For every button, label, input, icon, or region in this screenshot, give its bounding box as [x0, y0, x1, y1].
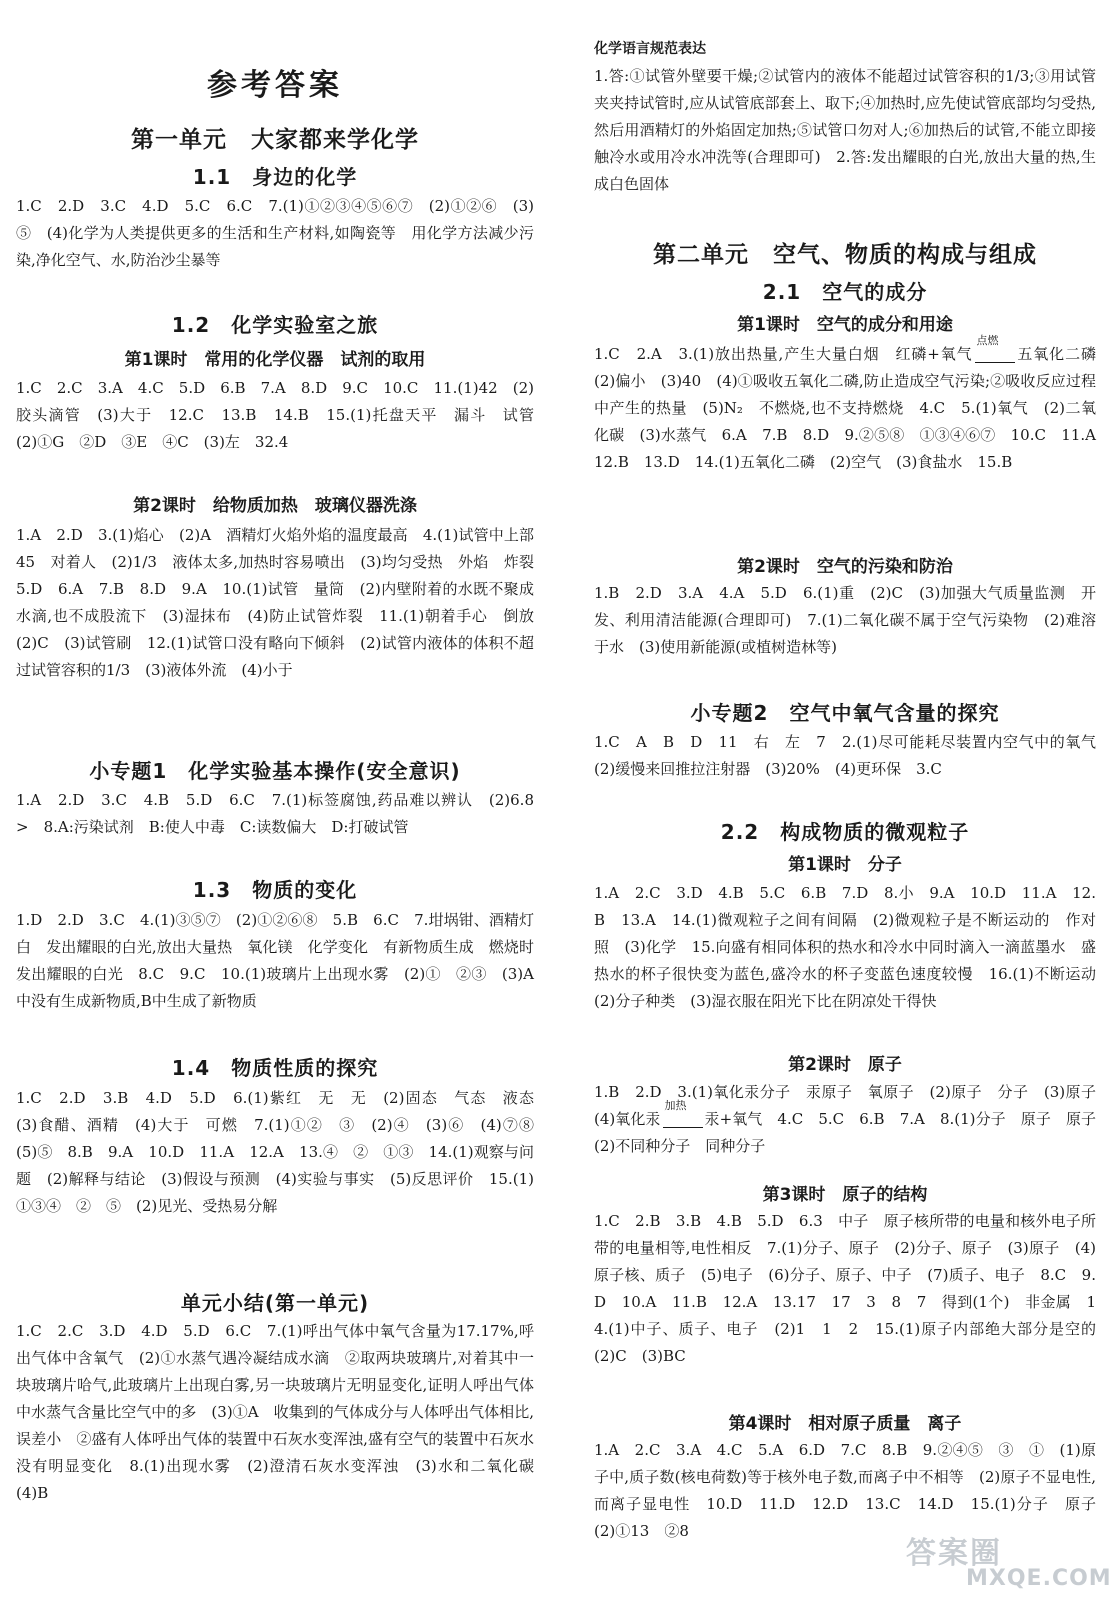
- watermark-line-1: 答案圈: [906, 1536, 1002, 1571]
- lesson-2-2-2-answers-part1: 1.B 2.D 3.(1)氧化汞分子 汞原子 氧原子 (2)原子 分子 (3)原子 (4)氧化汞: [594, 1083, 1112, 1128]
- page-title: 参考答案: [207, 68, 343, 103]
- lesson-2-2-1-heading: 第1课时 分子: [788, 855, 902, 875]
- section-1-3-answers: 1.D 2.D 3.C 4.(1)③⑤⑦ (2)①②⑥⑧ 5.B 6.C 7.坩埚钳、酒精灯 白 发出耀眼的白光,放出大量热 氧化镁 化学变化 有新物质生成 燃烧时发出耀眼的白光 8.C 9.C 10.(1)玻璃片上出现水雾 (2)① ②③ (3)A中没有生成新物质,B中生成了新物质: [16, 911, 550, 1010]
- section-1-2-heading: 1.2 化学实验室之旅: [171, 313, 379, 337]
- unit-1-summary-heading: 单元小结(第一单元): [180, 1291, 370, 1315]
- chemical-language-answers: 1.答:①试管外壁要干燥;②试管内的液体不能超过试管容积的1/3;③用试管夹夹持试管时,应从试管底部套上、取下;④加热时,应先使试管底部均匀受热,然后用酒精灯的外焰固定加热;⑤试管口勿对人;⑥加热后的试管,不能立即接触冷水或用冷水冲洗等(合理即可) 2.答:发出耀眼的白光,放出大量的热,生成白色固体: [594, 67, 1096, 193]
- topic-1-answers: 1.A 2.D 3.C 4.B 5.D 6.C 7.(1)标签腐蚀,药品难以辨认 (2)6.8 > 8.A:污染试剂 B:使人中毒 C:读数偏大 D:打破试管: [16, 791, 550, 836]
- section-1-4-answers: 1.C 2.D 3.B 4.D 5.D 6.(1)紫红 无 无 (2)固态 气态 液态 (3)食醋、酒精 (4)大于 可燃 7.(1)①② ③ (2)④ (3)⑥ (4)⑦⑧ (5)⑤ 8.B 9.A 10.D 11.A 12.A 13.④ ② ①③ 14.(1)观察与问题 (2)解释与结论 (3)假设与预测 (4)实验与事实 (5)反思评价 15.(1)①③④ ② ⑤ (2)见光、受热易分解: [16, 1089, 550, 1215]
- lesson-2-1-1-answers-part1: 1.C 2.A 3.(1)放出热量,产生大量白烟 红磷+氧气: [594, 345, 973, 363]
- lesson-1-2-2-answers: 1.A 2.D 3.(1)焰心 (2)A 酒精灯火焰外焰的温度最高 4.(1)试管中上部 45 对着人 (2)1/3 液体太多,加热时容易喷出 (3)均匀受热 外焰 炸裂 5.D 6.A 7.B 8.D 9.A 10.(1)试管 量筒 (2)内壁附着的水既不聚成水滴,也不成股流下 (3)湿抹布 (4)防止试管炸裂 11.(1)朝着手心 倒放 (2)C (3)试管刷 12.(1)试管口没有略向下倾斜 (2)试管内液体的体积不超过试管容积的1/3 (3)液体外流 (4)小于: [16, 526, 550, 679]
- lesson-2-1-1-answers: [594, 333, 1112, 476]
- unit-1-heading: 第一单元 大家都来学化学: [131, 127, 419, 153]
- section-1-1-heading: 1.1 身边的化学: [192, 165, 358, 189]
- section-1-4-heading: 1.4 物质性质的探究: [171, 1056, 379, 1080]
- topic-1-heading: 小专题1 化学实验基本操作(安全意识): [89, 759, 461, 783]
- chemical-language-label: 化学语言规范表达: [594, 41, 706, 57]
- section-1-1-answers: 1.C 2.D 3.C 4.D 5.C 6.C 7.(1)①②③④⑤⑥⑦ (2)①②⑥ (3)⑤ (4)化学为人类提供更多的生活和生产材料,如陶瓷等 用化学方法减少污染,净化空气、水,防治沙尘暴等: [16, 197, 534, 269]
- reaction-arrow: [663, 1098, 703, 1128]
- lesson-2-2-2-answers: [594, 1079, 1112, 1160]
- section-2-2-heading: 2.2 构成物质的微观粒子: [720, 820, 970, 844]
- reaction-arrow: [975, 333, 1015, 363]
- lesson-1-2-1-heading: 第1课时 常用的化学仪器 试剂的取用: [124, 350, 426, 370]
- lesson-2-2-3-answers: 1.C 2.B 3.B 4.B 5.D 6.3 中子 原子核所带的电量和核外电子所带的电量相等,电性相反 7.(1)分子、原子 (2)分子、原子 (3)原子 (4)原子核、质子 (5)电子 (6)分子、原子、中子 (7)质子、电子 8.C 9.D 10.A 11.B 12.A 13.17 17 3 8 7 得到(1个) 非金属 14.(1)中子、质子、电子 (2)1 1 2 15.(1)原子内部绝大部分是空的 (2)C (3)BC: [594, 1212, 1112, 1365]
- unit-1-summary-answers: 1.C 2.C 3.D 4.D 5.D 6.C 7.(1)呼出气体中氧气含量为17.17%,呼出气体中含氧气 (2)①水蒸气遇冷凝结成水滴 ②取两块玻璃片,对着其中一块玻璃片哈气,此玻璃片上出现白雾,另一块玻璃片无明显变化,证明人呼出气体中水蒸气含量比空气中的多 (3)①A 收集到的气体成分与人体呼出气体相比,误差小 ②盛有人体呼出气体的装置中石灰水变浑浊,盛有空气的装置中石灰水没有明显变化 8.(1)出现水雾 (2)澄清石灰水变浑浊 (3)水和二氧化碳 (4)B: [16, 1322, 550, 1502]
- lesson-1-2-2-heading: 第2课时 给物质加热 玻璃仪器洗涤: [133, 496, 417, 516]
- unit-2-heading: 第二单元 空气、物质的构成与组成: [653, 242, 1037, 268]
- reaction-condition: 加热: [664, 1098, 687, 1112]
- lesson-1-2-1-answers: 1.C 2.C 3.A 4.C 5.D 6.B 7.A 8.D 9.C 10.C 11.(1)42 (2)胶头滴管 (3)大于 12.C 13.B 14.B 15.(1)托盘天平 漏斗 试管 (2)①G ②D ③E ④C (3)左 32.4: [16, 379, 550, 451]
- lesson-2-2-2-answers-part2: 汞+氧气 4.C 5.C 6.B 7.A 8.(1)分子 原子 原子 (2)不同种分子 同种分子: [594, 1110, 1112, 1155]
- watermark-line-2: MXQE.COM: [966, 1566, 1112, 1591]
- lesson-2-1-1-heading: 第1课时 空气的成分和用途: [737, 315, 953, 335]
- section-2-1-heading: 2.1 空气的成分: [762, 280, 928, 304]
- section-1-3-heading: 1.3 物质的变化: [192, 878, 358, 902]
- lesson-2-2-4-heading: 第4课时 相对原子质量 离子: [728, 1414, 962, 1434]
- lesson-2-2-1-answers: 1.A 2.C 3.D 4.B 5.C 6.B 7.D 8.小 9.A 10.D 11.A 12.B 13.A 14.(1)微观粒子之间有间隔 (2)微观粒子是不断运动的 作对照 (3)化学 15.向盛有相同体积的热水和冷水中同时滴入一滴蓝墨水 盛热水的杯子很快变为蓝色,盛冷水的杯子变蓝色速度较慢 16.(1)不断运动 (2)分子种类 (3)湿衣服在阳光下比在阴凉处干得快: [594, 884, 1112, 1010]
- lesson-2-2-2-heading: 第2课时 原子: [788, 1055, 902, 1075]
- watermark: [906, 1526, 1112, 1596]
- reaction-condition: 点燃: [976, 333, 999, 347]
- lesson-2-1-2-answers: 1.B 2.D 3.A 4.A 5.D 6.(1)重 (2)C (3)加强大气质量监测 开发、利用清洁能源(合理即可) 7.(1)二氧化碳不属于空气污染物 (2)难溶于水 (3)使用新能源(或植树造林等): [594, 584, 1096, 656]
- lesson-2-1-2-heading: 第2课时 空气的污染和防治: [737, 557, 953, 577]
- topic-2-answers: 1.C A B D 11 右 左 7 2.(1)尽可能耗尽装置内空气中的氧气 (2)缓慢来回推拉注射器 (3)20% (4)更环保 3.C: [594, 733, 1112, 778]
- lesson-2-2-3-heading: 第3课时 原子的结构: [762, 1185, 928, 1205]
- topic-2-heading: 小专题2 空气中氧气含量的探究: [690, 701, 1000, 725]
- lesson-2-1-1-answers-part2: 五氧化二磷 (2)偏小 (3)40 (4)①吸收五氧化二磷,防止造成空气污染;②吸收反应过程中产生的热量 (5)N₂ 不燃烧,也不支持燃烧 4.C 5.(1)氧气 (2)二氧化碳 (3)水蒸气 6.A 7.B 8.D 9.②⑤⑧ ①③④⑥⑦ 10.C 11.A 12.B 13.D 14.(1)五氧化二磷 (2)空气 (3)食盐水 15.B: [594, 345, 1112, 471]
- lesson-2-2-4-answers: 1.A 2.C 3.A 4.C 5.A 6.D 7.C 8.B 9.②④⑤ ③ ① (1)原子中,质子数(核电荷数)等于核外电子数,而离子中不相等 (2)原子不显电性,而离子显电性 10.D 11.D 12.D 13.C 14.D 15.(1)分子 原子 (2)①13 ②8: [594, 1441, 1112, 1540]
